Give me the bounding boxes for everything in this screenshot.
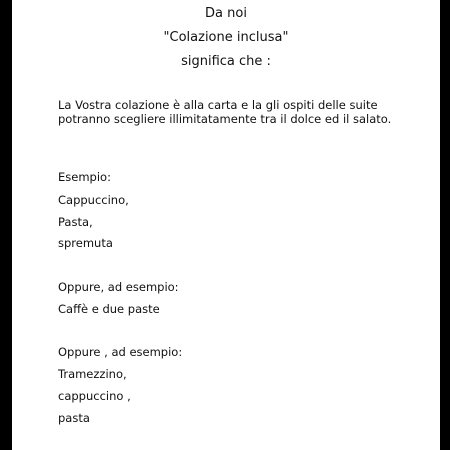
- example-3-item-3: pasta: [58, 411, 90, 425]
- example-2-label: Oppure, ad esempio:: [58, 280, 179, 294]
- heading-line-1: Da noi: [205, 6, 247, 21]
- example-3-label: Oppure , ad esempio:: [58, 345, 183, 359]
- example-1-item-1: Cappuccino,: [58, 193, 129, 207]
- example-2-item-1: Caffè e due paste: [58, 302, 160, 316]
- example-3-item-1: Tramezzino,: [58, 367, 127, 381]
- example-1-item-3: spremuta: [58, 236, 113, 250]
- heading-line-3: significa che :: [181, 54, 271, 69]
- example-1-label: Esempio:: [58, 170, 111, 184]
- example-3-item-2: cappuccino ,: [58, 389, 131, 403]
- intro-paragraph: La Vostra colazione è alla carta e la gli ospiti delle suite potranno scegliere illimitatamente tra il dolce ed il salato.: [58, 98, 392, 126]
- heading-line-2: "Colazione inclusa": [163, 30, 289, 45]
- document-page: [12, 0, 440, 450]
- example-1-item-2: Pasta,: [58, 215, 93, 229]
